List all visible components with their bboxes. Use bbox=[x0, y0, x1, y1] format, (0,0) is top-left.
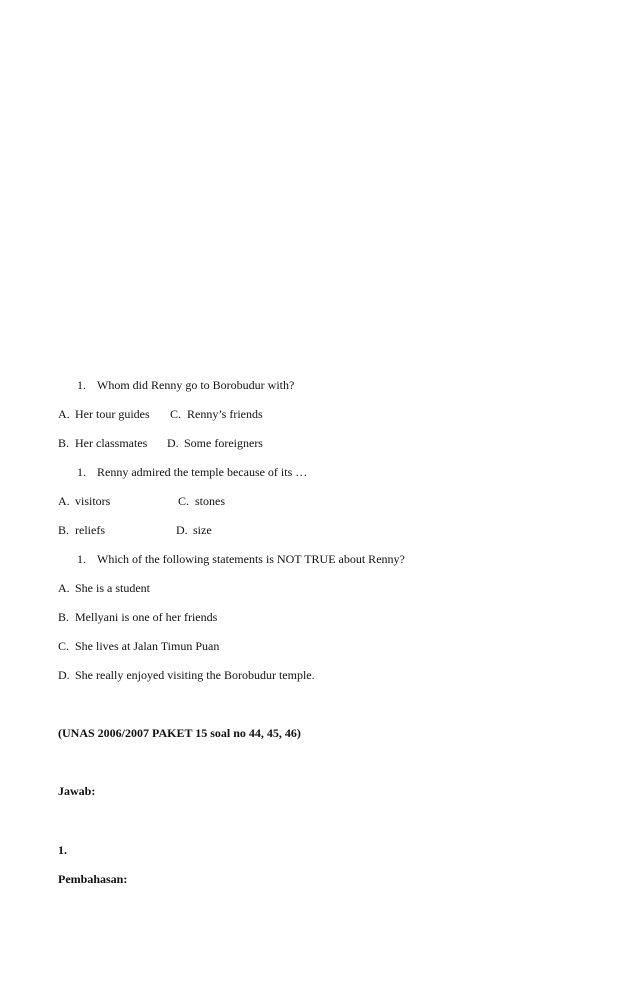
source-reference: (UNAS 2006/2007 PAKET 15 soal no 44, 45, 46) bbox=[58, 726, 301, 740]
option-label: C. bbox=[178, 494, 190, 508]
option-text: She is a student bbox=[75, 581, 150, 595]
option-label: D. bbox=[176, 523, 188, 537]
option-text: reliefs bbox=[75, 523, 105, 537]
option-label: D. bbox=[167, 436, 179, 450]
option-text: visitors bbox=[75, 494, 111, 508]
question-3-number: 1. bbox=[77, 552, 86, 566]
question-3-option-c bbox=[58, 639, 219, 653]
option-label: B. bbox=[58, 610, 70, 624]
answer-number: 1. bbox=[58, 843, 67, 857]
question-1-option-d bbox=[167, 436, 263, 450]
option-text: Her tour guides bbox=[75, 407, 150, 421]
discussion-heading: Pembahasan: bbox=[58, 872, 128, 886]
question-1-option-a bbox=[58, 407, 150, 421]
question-2-option-d bbox=[176, 523, 212, 537]
question-1-option-c bbox=[170, 407, 263, 421]
option-label: A. bbox=[58, 581, 70, 595]
question-3 bbox=[77, 552, 405, 566]
question-3-option-b bbox=[58, 610, 217, 624]
option-text: Some foreigners bbox=[184, 436, 263, 450]
question-2-number: 1. bbox=[77, 465, 86, 479]
option-label: C. bbox=[58, 639, 70, 653]
question-3-option-a bbox=[58, 581, 150, 595]
option-text: She really enjoyed visiting the Borobudur temple. bbox=[75, 668, 315, 682]
option-label: D. bbox=[58, 668, 70, 682]
question-3-text: Which of the following statements is NOT TRUE about Renny? bbox=[97, 552, 405, 566]
question-1-text: Whom did Renny go to Borobudur with? bbox=[97, 378, 295, 392]
question-1-option-b bbox=[58, 436, 147, 450]
option-text: Her classmates bbox=[75, 436, 148, 450]
question-2 bbox=[77, 465, 307, 479]
question-2-option-a bbox=[58, 494, 110, 508]
option-text: Renny’s friends bbox=[187, 407, 263, 421]
question-1 bbox=[77, 378, 294, 392]
option-text: size bbox=[193, 523, 212, 537]
option-text: She lives at Jalan Timun Puan bbox=[75, 639, 220, 653]
question-2-option-c bbox=[178, 494, 225, 508]
question-1-number: 1. bbox=[77, 378, 86, 392]
question-2-text: Renny admired the temple because of its … bbox=[97, 465, 308, 479]
option-label: B. bbox=[58, 436, 70, 450]
option-label: A. bbox=[58, 494, 70, 508]
option-label: C. bbox=[170, 407, 182, 421]
option-text: stones bbox=[195, 494, 225, 508]
option-label: B. bbox=[58, 523, 70, 537]
option-label: A. bbox=[58, 407, 70, 421]
option-text: Mellyani is one of her friends bbox=[75, 610, 218, 624]
answer-heading: Jawab: bbox=[58, 784, 96, 798]
question-3-option-d bbox=[58, 668, 315, 682]
question-2-option-b bbox=[58, 523, 105, 537]
